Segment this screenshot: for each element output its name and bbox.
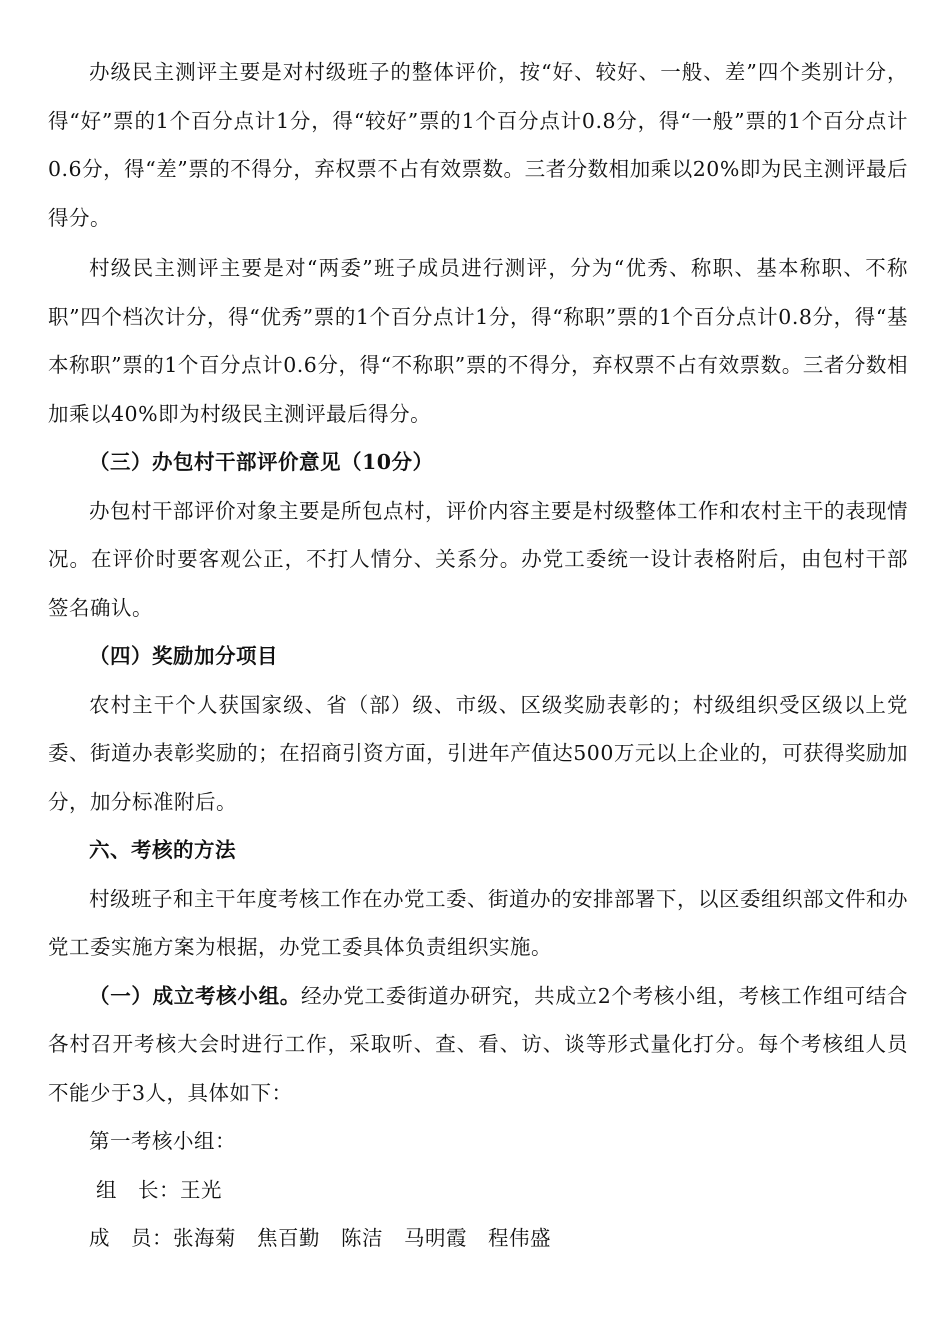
paragraph-assessment-group xyxy=(48,972,908,1118)
section-heading-3: （三）办包村干部评价意见（10分） xyxy=(89,450,434,474)
group-members-line: 成 员：张海菊 焦百勤 陈洁 马明霞 程伟盛 xyxy=(89,1226,551,1250)
paragraph-bonus-points: 农村主干个人获国家级、省（部）级、市级、区级奖励表彰的；村级组织受区级以上党委、街道办表彰奖励的；在招商引资方面，引进年产值达500万元以上企业的，可获得奖励加分，加分标准附后。 xyxy=(48,692,908,814)
paragraph-cadre-evaluation: 办包村干部评价对象主要是所包点村，评价内容主要是村级整体工作和农村主干的表现情况。在评价时要客观公正，不打人情分、关系分。办党工委统一设计表格附后，由包村干部签名确认。 xyxy=(48,498,908,620)
document-page xyxy=(48,48,908,1263)
paragraph-democratic-evaluation-village: 村级民主测评主要是对“两委”班子成员进行测评，分为“优秀、称职、基本称职、不称职”四个档次计分，得“优秀”票的1个百分点计1分，得“称职”票的1个百分点计0.8分，得“基本称职”票的1个百分点计0.6分，得“不称职”票的不得分，弃权票不占有效票数。三者分数相加乘以40%即为村级民主测评最后得分。 xyxy=(48,256,908,426)
paragraph-democratic-evaluation-office: 办级民主测评主要是对村级班子的整体评价，按“好、较好、一般、差”四个类别计分，得“好”票的1个百分点计1分，得“较好”票的1个百分点计0.8分，得“一般”票的1个百分点计0.6分，得“差”票的不得分，弃权票不占有效票数。三者分数相加乘以20%即为民主测评最后得分。 xyxy=(48,60,908,230)
inline-bold-heading: （一）成立考核小组。 xyxy=(89,983,301,1008)
section-heading-6: 六、考核的方法 xyxy=(89,838,236,862)
paragraph-assessment-group-text: 经办党工委街道办研究，共成立2个考核小组，考核工作组可结合各村召开考核大会时进行工作，采取听、查、看、访、谈等形式量化打分。每个考核组人员不能少于3人，具体如下： xyxy=(48,983,909,1105)
section-heading-4: （四）奖励加分项目 xyxy=(89,644,278,668)
paragraph-assessment-method: 村级班子和主干年度考核工作在办党工委、街道办的安排部署下，以区委组织部文件和办党工委实施方案为根据，办党工委具体负责组织实施。 xyxy=(48,886,908,959)
group-leader-line: 组 长：王光 xyxy=(89,1177,223,1202)
group-one-title: 第一考核小组： xyxy=(89,1129,236,1153)
